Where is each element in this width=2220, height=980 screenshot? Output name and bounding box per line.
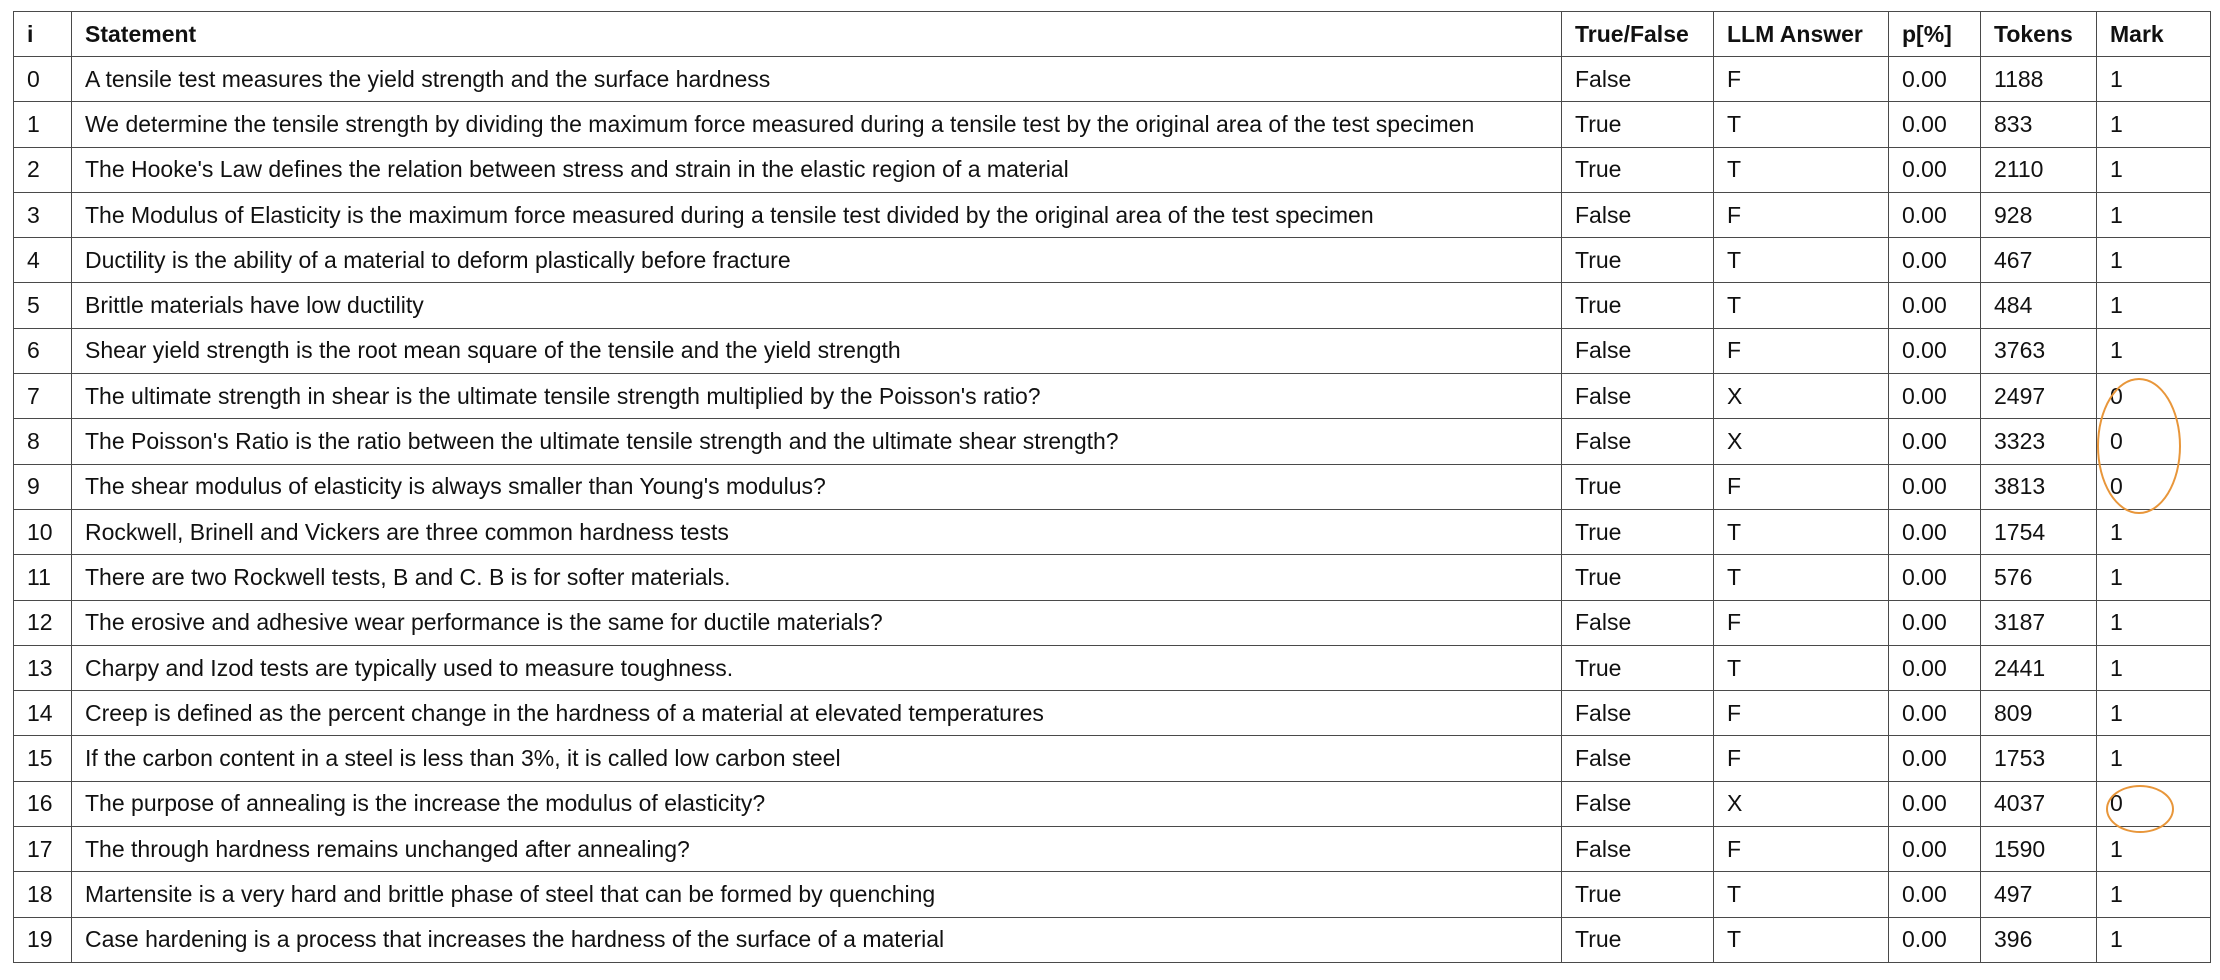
cell-index: 8 xyxy=(14,419,72,464)
cell-statement: The Modulus of Elasticity is the maximum force measured during a tensile test divided by the original area of the test specimen xyxy=(72,192,1562,237)
cell-true-false: False xyxy=(1562,374,1714,419)
cell-statement: Martensite is a very hard and brittle phase of steel that can be formed by quenching xyxy=(72,872,1562,917)
cell-index: 7 xyxy=(14,374,72,419)
cell-statement: The through hardness remains unchanged after annealing? xyxy=(72,827,1562,872)
cell-p-percent: 0.00 xyxy=(1889,509,1981,554)
cell-mark: 1 xyxy=(2097,509,2211,554)
cell-mark: 1 xyxy=(2097,283,2211,328)
cell-statement: Charpy and Izod tests are typically used to measure toughness. xyxy=(72,645,1562,690)
cell-index: 2 xyxy=(14,147,72,192)
cell-statement: Shear yield strength is the root mean square of the tensile and the yield strength xyxy=(72,328,1562,373)
header-row xyxy=(14,12,2211,57)
cell-p-percent: 0.00 xyxy=(1889,781,1981,826)
cell-mark: 1 xyxy=(2097,872,2211,917)
cell-mark: 1 xyxy=(2097,600,2211,645)
cell-statement: The Poisson's Ratio is the ratio between the ultimate tensile strength and the ultimate shear strength? xyxy=(72,419,1562,464)
header-p-percent: p[%] xyxy=(1889,12,1981,57)
cell-tokens: 833 xyxy=(1981,102,2097,147)
cell-index: 19 xyxy=(14,917,72,962)
cell-index: 6 xyxy=(14,328,72,373)
cell-llm-answer: F xyxy=(1714,600,1889,645)
cell-index: 5 xyxy=(14,283,72,328)
cell-true-false: True xyxy=(1562,238,1714,283)
cell-tokens: 467 xyxy=(1981,238,2097,283)
cell-tokens: 809 xyxy=(1981,691,2097,736)
table-row xyxy=(14,781,2211,826)
cell-true-false: True xyxy=(1562,147,1714,192)
cell-tokens: 2110 xyxy=(1981,147,2097,192)
cell-p-percent: 0.00 xyxy=(1889,917,1981,962)
header-true-false: True/False xyxy=(1562,12,1714,57)
cell-llm-answer: T xyxy=(1714,509,1889,554)
table-body xyxy=(14,57,2211,963)
table-row xyxy=(14,374,2211,419)
cell-tokens: 497 xyxy=(1981,872,2097,917)
cell-statement: Ductility is the ability of a material to deform plastically before fracture xyxy=(72,238,1562,283)
table-row xyxy=(14,328,2211,373)
cell-p-percent: 0.00 xyxy=(1889,102,1981,147)
cell-statement: Case hardening is a process that increases the hardness of the surface of a material xyxy=(72,917,1562,962)
cell-llm-answer: T xyxy=(1714,872,1889,917)
cell-llm-answer: T xyxy=(1714,238,1889,283)
cell-mark: 1 xyxy=(2097,57,2211,102)
cell-index: 9 xyxy=(14,464,72,509)
table-row xyxy=(14,600,2211,645)
cell-mark: 1 xyxy=(2097,102,2211,147)
table-row xyxy=(14,147,2211,192)
cell-p-percent: 0.00 xyxy=(1889,600,1981,645)
cell-tokens: 3323 xyxy=(1981,419,2097,464)
table-row xyxy=(14,645,2211,690)
cell-mark: 1 xyxy=(2097,238,2211,283)
cell-true-false: False xyxy=(1562,328,1714,373)
cell-llm-answer: T xyxy=(1714,645,1889,690)
table-row xyxy=(14,872,2211,917)
cell-p-percent: 0.00 xyxy=(1889,872,1981,917)
cell-true-false: False xyxy=(1562,736,1714,781)
cell-index: 3 xyxy=(14,192,72,237)
cell-mark: 1 xyxy=(2097,645,2211,690)
cell-mark: 1 xyxy=(2097,736,2211,781)
cell-index: 0 xyxy=(14,57,72,102)
cell-tokens: 396 xyxy=(1981,917,2097,962)
cell-llm-answer: T xyxy=(1714,555,1889,600)
cell-index: 4 xyxy=(14,238,72,283)
cell-statement: Rockwell, Brinell and Vickers are three common hardness tests xyxy=(72,509,1562,554)
cell-statement: Creep is defined as the percent change in the hardness of a material at elevated temperatures xyxy=(72,691,1562,736)
cell-mark: 0 xyxy=(2097,419,2211,464)
cell-tokens: 3813 xyxy=(1981,464,2097,509)
cell-mark: 0 xyxy=(2097,374,2211,419)
cell-true-false: True xyxy=(1562,283,1714,328)
cell-p-percent: 0.00 xyxy=(1889,736,1981,781)
cell-p-percent: 0.00 xyxy=(1889,328,1981,373)
table-row xyxy=(14,691,2211,736)
cell-tokens: 2441 xyxy=(1981,645,2097,690)
cell-tokens: 1754 xyxy=(1981,509,2097,554)
cell-p-percent: 0.00 xyxy=(1889,192,1981,237)
cell-llm-answer: F xyxy=(1714,691,1889,736)
table-row xyxy=(14,192,2211,237)
cell-tokens: 3763 xyxy=(1981,328,2097,373)
cell-true-false: False xyxy=(1562,827,1714,872)
cell-llm-answer: F xyxy=(1714,827,1889,872)
cell-llm-answer: T xyxy=(1714,283,1889,328)
header-tokens: Tokens xyxy=(1981,12,2097,57)
cell-mark: 1 xyxy=(2097,827,2211,872)
table-row xyxy=(14,57,2211,102)
cell-llm-answer: X xyxy=(1714,419,1889,464)
cell-true-false: True xyxy=(1562,509,1714,554)
cell-tokens: 928 xyxy=(1981,192,2097,237)
cell-tokens: 1188 xyxy=(1981,57,2097,102)
cell-true-false: True xyxy=(1562,555,1714,600)
cell-llm-answer: T xyxy=(1714,147,1889,192)
cell-llm-answer: X xyxy=(1714,374,1889,419)
results-table xyxy=(13,11,2211,963)
table-row xyxy=(14,555,2211,600)
cell-mark: 1 xyxy=(2097,328,2211,373)
cell-index: 14 xyxy=(14,691,72,736)
cell-tokens: 2497 xyxy=(1981,374,2097,419)
table-row xyxy=(14,827,2211,872)
cell-index: 11 xyxy=(14,555,72,600)
cell-statement: The ultimate strength in shear is the ultimate tensile strength multiplied by the Poisson's ratio? xyxy=(72,374,1562,419)
header-mark: Mark xyxy=(2097,12,2211,57)
table-row xyxy=(14,464,2211,509)
cell-tokens: 4037 xyxy=(1981,781,2097,826)
cell-p-percent: 0.00 xyxy=(1889,691,1981,736)
cell-llm-answer: X xyxy=(1714,781,1889,826)
cell-p-percent: 0.00 xyxy=(1889,645,1981,690)
cell-tokens: 1753 xyxy=(1981,736,2097,781)
cell-p-percent: 0.00 xyxy=(1889,555,1981,600)
cell-statement: The erosive and adhesive wear performance is the same for ductile materials? xyxy=(72,600,1562,645)
cell-true-false: True xyxy=(1562,872,1714,917)
cell-index: 16 xyxy=(14,781,72,826)
cell-true-false: False xyxy=(1562,691,1714,736)
header-statement: Statement xyxy=(72,12,1562,57)
cell-mark: 1 xyxy=(2097,192,2211,237)
cell-tokens: 484 xyxy=(1981,283,2097,328)
cell-true-false: False xyxy=(1562,192,1714,237)
cell-index: 12 xyxy=(14,600,72,645)
cell-p-percent: 0.00 xyxy=(1889,374,1981,419)
header-index: i xyxy=(14,12,72,57)
cell-tokens: 3187 xyxy=(1981,600,2097,645)
cell-statement: If the carbon content in a steel is less than 3%, it is called low carbon steel xyxy=(72,736,1562,781)
cell-llm-answer: F xyxy=(1714,192,1889,237)
cell-true-false: False xyxy=(1562,781,1714,826)
cell-index: 15 xyxy=(14,736,72,781)
table-row xyxy=(14,736,2211,781)
cell-statement: The Hooke's Law defines the relation between stress and strain in the elastic region of a material xyxy=(72,147,1562,192)
cell-p-percent: 0.00 xyxy=(1889,57,1981,102)
cell-p-percent: 0.00 xyxy=(1889,464,1981,509)
table-row xyxy=(14,917,2211,962)
cell-llm-answer: T xyxy=(1714,917,1889,962)
cell-index: 17 xyxy=(14,827,72,872)
cell-statement: The purpose of annealing is the increase the modulus of elasticity? xyxy=(72,781,1562,826)
cell-index: 1 xyxy=(14,102,72,147)
cell-true-false: False xyxy=(1562,57,1714,102)
cell-true-false: True xyxy=(1562,645,1714,690)
cell-llm-answer: F xyxy=(1714,464,1889,509)
cell-true-false: True xyxy=(1562,917,1714,962)
cell-mark: 1 xyxy=(2097,555,2211,600)
cell-true-false: False xyxy=(1562,419,1714,464)
cell-statement: A tensile test measures the yield strength and the surface hardness xyxy=(72,57,1562,102)
cell-true-false: True xyxy=(1562,102,1714,147)
cell-p-percent: 0.00 xyxy=(1889,147,1981,192)
cell-true-false: True xyxy=(1562,464,1714,509)
table-row xyxy=(14,283,2211,328)
cell-p-percent: 0.00 xyxy=(1889,283,1981,328)
cell-index: 13 xyxy=(14,645,72,690)
table-row xyxy=(14,238,2211,283)
cell-p-percent: 0.00 xyxy=(1889,419,1981,464)
cell-llm-answer: F xyxy=(1714,328,1889,373)
cell-statement: Brittle materials have low ductility xyxy=(72,283,1562,328)
cell-mark: 0 xyxy=(2097,781,2211,826)
table-row xyxy=(14,102,2211,147)
cell-p-percent: 0.00 xyxy=(1889,238,1981,283)
cell-mark: 0 xyxy=(2097,464,2211,509)
cell-llm-answer: F xyxy=(1714,736,1889,781)
cell-index: 18 xyxy=(14,872,72,917)
cell-true-false: False xyxy=(1562,600,1714,645)
cell-index: 10 xyxy=(14,509,72,554)
cell-statement: The shear modulus of elasticity is always smaller than Young's modulus? xyxy=(72,464,1562,509)
cell-mark: 1 xyxy=(2097,691,2211,736)
cell-llm-answer: F xyxy=(1714,57,1889,102)
cell-tokens: 1590 xyxy=(1981,827,2097,872)
cell-llm-answer: T xyxy=(1714,102,1889,147)
cell-mark: 1 xyxy=(2097,917,2211,962)
header-llm-answer: LLM Answer xyxy=(1714,12,1889,57)
cell-tokens: 576 xyxy=(1981,555,2097,600)
cell-statement: There are two Rockwell tests, B and C. B is for softer materials. xyxy=(72,555,1562,600)
cell-p-percent: 0.00 xyxy=(1889,827,1981,872)
cell-statement: We determine the tensile strength by dividing the maximum force measured during a tensile test by the original area of the test specimen xyxy=(72,102,1562,147)
cell-mark: 1 xyxy=(2097,147,2211,192)
table-row xyxy=(14,419,2211,464)
table-row xyxy=(14,509,2211,554)
